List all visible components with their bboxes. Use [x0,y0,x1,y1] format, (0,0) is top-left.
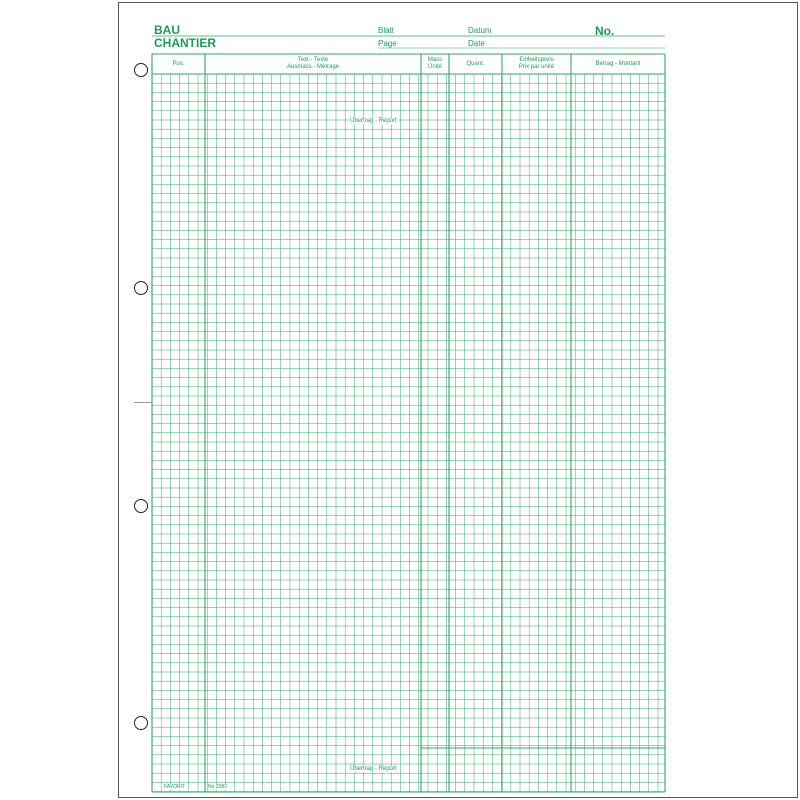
col-header-price-de: Einheitspreis [519,57,554,63]
punch-hole-4 [134,716,148,730]
footer-brand: FAVORIT [164,784,186,790]
col-header-mass-de: Mass [427,57,443,63]
col-header-quant: Quant. [466,61,485,67]
punch-hole-2 [134,281,148,295]
blatt-label: Blatt [378,26,395,35]
page-label: Page [378,39,397,48]
col-header-price-fr: Prix par unité [518,64,555,70]
number-label: No. [595,24,615,38]
fold-mark [134,402,152,403]
datum-label: Datum [468,26,492,35]
carry-over-bottom: Übertrag - Report [350,766,397,772]
col-header-text-fr: Ausmass - Métrage [286,64,340,70]
punch-hole-3 [134,499,148,513]
form-title-de: BAU [154,23,180,37]
date-label: Date [468,39,485,48]
col-header-amount: Betrag - Montant [595,61,641,67]
punch-hole-1 [134,63,148,77]
carry-over-top: Übertrag - Report [350,118,397,124]
col-header-text-de: Text - Texte [297,57,329,63]
form-title-fr: CHANTIER [154,36,216,50]
footer-form-number: No 2083 [208,784,227,790]
col-header-mass-fr: Unité [427,64,442,70]
col-header-pos: Pos. [172,61,185,67]
